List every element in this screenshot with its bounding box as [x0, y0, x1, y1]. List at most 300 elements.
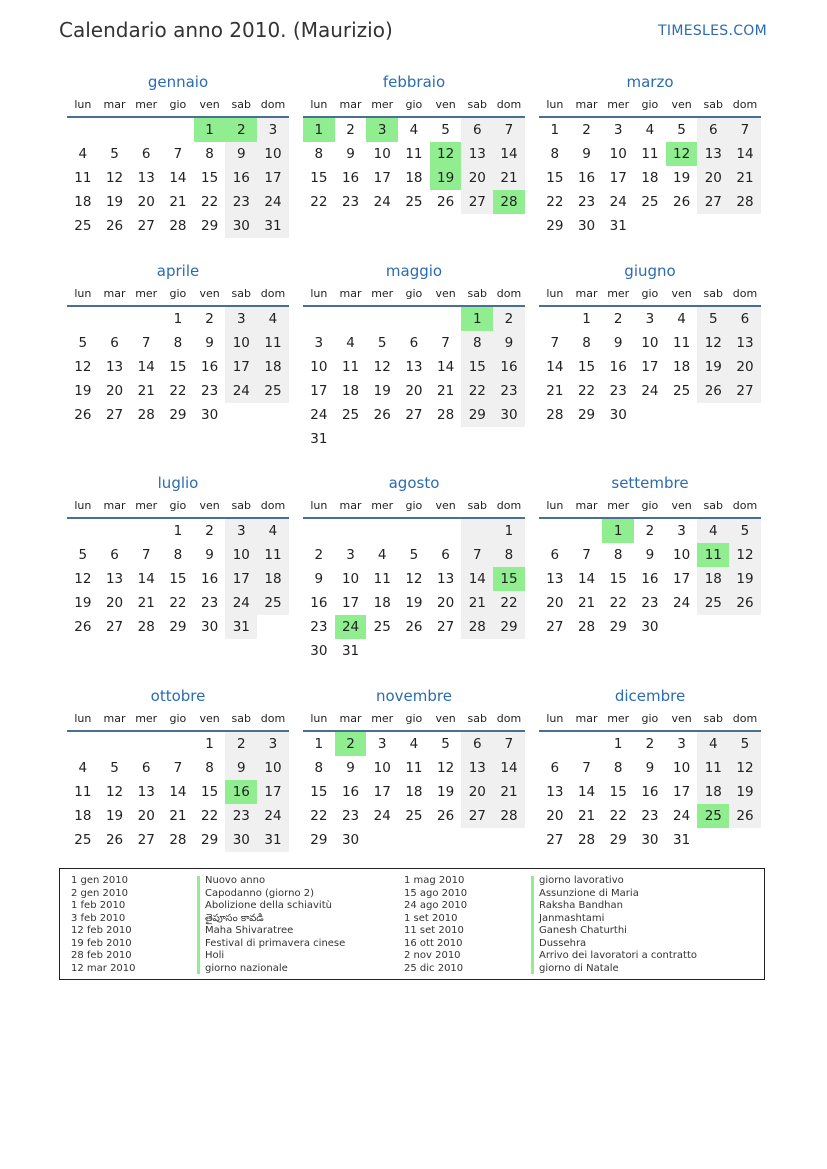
day-cell: 4 — [677, 311, 686, 327]
holiday-day: 11 — [697, 543, 729, 567]
day-cell: 8 — [550, 146, 560, 162]
day-cell: 31 — [257, 214, 289, 238]
empty-cell — [430, 307, 462, 331]
day-cell: 6 — [461, 732, 493, 756]
holiday-day: 16 — [225, 780, 257, 804]
empty-cell — [539, 307, 571, 331]
day-cell: 5 — [110, 146, 119, 162]
day-cell: 5 — [78, 335, 88, 351]
weekday-label: sab — [231, 287, 252, 300]
day-cell: 23 — [341, 808, 360, 824]
holiday-date: 1 feb 2010 — [71, 900, 126, 911]
day-cell: 17 — [225, 355, 257, 379]
holiday-date: 12 mar 2010 — [71, 962, 136, 974]
weekday-label: mer — [607, 287, 630, 300]
day-cell: 12 — [437, 760, 455, 776]
day-cell: 13 — [546, 784, 564, 800]
day-cell: 3 — [257, 732, 289, 756]
holiday-name: Dussehra — [539, 937, 587, 949]
weekday-label: gio — [169, 98, 187, 111]
day-cell: 10 — [225, 543, 257, 567]
day-cell: 15 — [310, 170, 328, 186]
day-cell: 29 — [169, 407, 187, 423]
month-ottobre — [67, 684, 289, 852]
weekday-label: mer — [135, 98, 158, 111]
day-cell: 9 — [645, 760, 655, 776]
weekday-label: lun — [546, 499, 564, 512]
weekday-label: sab — [231, 712, 252, 725]
day-grid — [539, 519, 761, 639]
month-aprile — [67, 259, 289, 427]
day-cell: 29 — [201, 218, 219, 234]
day-cell: 6 — [461, 118, 493, 142]
day-cell: 25 — [341, 407, 360, 423]
day-cell: 17 — [673, 571, 691, 587]
day-cell: 28 — [137, 407, 155, 423]
day-cell: 9 — [582, 146, 591, 162]
day-cell: 14 — [493, 756, 525, 780]
day-cell: 12 — [74, 571, 92, 587]
day-cell: 4 — [377, 547, 387, 563]
empty-cell — [398, 519, 430, 543]
empty-cell — [67, 118, 99, 142]
weekday-label: ven — [435, 98, 456, 111]
day-cell: 4 — [697, 519, 729, 543]
day-cell: 19 — [373, 383, 391, 399]
day-cell: 7 — [173, 760, 183, 776]
day-cell: 11 — [641, 146, 659, 162]
day-cell: 13 — [437, 571, 455, 587]
weekday-label: mar — [103, 98, 126, 111]
day-grid — [303, 732, 525, 852]
day-cell: 1 — [613, 736, 623, 752]
day-cell: 22 — [609, 595, 627, 611]
weekday-header — [303, 283, 525, 307]
holiday-day: 2 — [225, 118, 257, 142]
day-cell: 22 — [310, 808, 328, 824]
holiday-names-left — [205, 875, 345, 975]
holiday-name: Arrivo dei lavoratori a contratto — [539, 950, 698, 961]
day-cell: 22 — [461, 379, 493, 403]
day-cell: 15 — [201, 784, 219, 800]
day-cell: 22 — [201, 808, 219, 824]
weekday-label: ven — [435, 287, 456, 300]
day-cell: 23 — [341, 194, 360, 210]
holiday-day: 19 — [430, 166, 462, 190]
empty-cell — [571, 732, 603, 756]
day-cell: 5 — [377, 335, 387, 351]
day-cell: 21 — [577, 808, 596, 824]
day-cell: 2 — [582, 122, 591, 138]
day-cell: 6 — [409, 335, 419, 351]
day-cell: 14 — [137, 359, 155, 375]
day-cell: 12 — [105, 170, 124, 186]
day-cell: 30 — [341, 832, 360, 848]
day-cell: 29 — [310, 832, 328, 848]
weekday-label: gio — [641, 98, 659, 111]
empty-cell — [162, 732, 194, 756]
day-cell: 13 — [729, 331, 761, 355]
day-cell: 18 — [74, 194, 92, 210]
month-name: marzo — [626, 73, 674, 91]
weekday-label: lun — [546, 712, 564, 725]
weekday-label: mer — [371, 499, 394, 512]
day-cell: 27 — [697, 190, 729, 214]
day-cell: 24 — [225, 591, 257, 615]
month-name: maggio — [385, 262, 443, 280]
day-cell: 27 — [546, 832, 564, 848]
day-cell: 21 — [169, 808, 187, 824]
weekday-header — [303, 708, 525, 732]
empty-cell — [430, 519, 462, 543]
day-cell: 27 — [105, 407, 124, 423]
day-cell: 29 — [493, 615, 525, 639]
weekday-label: ven — [671, 712, 692, 725]
day-cell: 7 — [441, 335, 450, 351]
day-cell: 2 — [205, 311, 214, 327]
day-cell: 4 — [697, 732, 729, 756]
weekday-label: dom — [496, 712, 522, 725]
weekday-label: sab — [703, 499, 724, 512]
day-grid — [539, 118, 761, 238]
day-cell: 27 — [137, 832, 155, 848]
day-cell: 26 — [729, 591, 761, 615]
weekday-label: gio — [641, 287, 659, 300]
empty-cell — [130, 732, 162, 756]
day-cell: 8 — [314, 146, 324, 162]
day-cell: 11 — [257, 543, 289, 567]
day-cell: 24 — [257, 804, 289, 828]
empty-cell — [162, 118, 194, 142]
weekday-label: sab — [703, 98, 724, 111]
day-cell: 20 — [137, 194, 155, 210]
day-cell: 19 — [437, 784, 455, 800]
day-cell: 20 — [137, 808, 155, 824]
day-cell: 14 — [577, 784, 596, 800]
weekday-label: lun — [310, 712, 328, 725]
weekday-label: lun — [310, 499, 328, 512]
day-cell: 3 — [314, 335, 324, 351]
day-cell: 6 — [550, 760, 560, 776]
day-cell: 10 — [341, 571, 360, 587]
day-cell: 24 — [673, 595, 691, 611]
empty-cell — [303, 519, 335, 543]
day-cell: 7 — [582, 760, 591, 776]
day-cell: 30 — [201, 407, 219, 423]
weekday-label: mar — [575, 499, 598, 512]
holiday-date: 24 ago 2010 — [404, 900, 468, 911]
day-cell: 16 — [641, 571, 659, 587]
site-logo[interactable]: TIMESLES.COM — [658, 23, 767, 39]
day-cell: 18 — [341, 383, 360, 399]
day-cell: 26 — [74, 407, 92, 423]
day-cell: 10 — [257, 142, 289, 166]
holiday-name: giorno lavorativo — [539, 875, 624, 886]
day-cell: 26 — [697, 379, 729, 403]
weekday-label: ven — [671, 98, 692, 111]
empty-cell — [130, 519, 162, 543]
day-cell: 10 — [673, 547, 691, 563]
weekday-label: dom — [260, 499, 286, 512]
month-marzo — [539, 70, 761, 238]
month-novembre — [303, 684, 525, 852]
day-cell: 5 — [441, 736, 450, 752]
day-cell: 31 — [310, 431, 328, 447]
day-cell: 17 — [257, 166, 289, 190]
day-cell: 12 — [729, 543, 761, 567]
day-cell: 17 — [673, 784, 691, 800]
day-cell: 9 — [645, 547, 655, 563]
day-cell: 27 — [405, 407, 423, 423]
empty-cell — [99, 307, 131, 331]
weekday-label: lun — [546, 98, 564, 111]
day-cell: 21 — [137, 383, 155, 399]
day-cell: 26 — [74, 619, 92, 635]
day-cell: 21 — [137, 595, 155, 611]
day-cell: 11 — [341, 359, 360, 375]
day-cell: 25 — [257, 591, 289, 615]
weekday-label: lun — [546, 287, 564, 300]
day-cell: 28 — [169, 218, 187, 234]
weekday-label: lun — [310, 287, 328, 300]
day-grid — [67, 307, 289, 427]
day-cell: 14 — [137, 571, 155, 587]
day-cell: 23 — [493, 379, 525, 403]
day-cell: 15 — [546, 170, 564, 186]
day-cell: 17 — [225, 567, 257, 591]
day-cell: 10 — [373, 146, 391, 162]
weekday-label: gio — [405, 712, 423, 725]
day-cell: 11 — [405, 760, 423, 776]
day-cell: 24 — [310, 407, 328, 423]
day-cell: 10 — [641, 335, 659, 351]
weekday-label: dom — [260, 287, 286, 300]
day-cell: 23 — [609, 383, 627, 399]
day-cell: 5 — [441, 122, 450, 138]
weekday-label: ven — [435, 499, 456, 512]
day-cell: 13 — [697, 142, 729, 166]
day-cell: 4 — [257, 519, 289, 543]
day-cell: 30 — [493, 403, 525, 427]
empty-cell — [99, 519, 131, 543]
day-cell: 8 — [613, 547, 623, 563]
day-cell: 11 — [373, 571, 391, 587]
day-cell: 31 — [673, 832, 691, 848]
month-agosto — [303, 471, 525, 663]
day-cell: 28 — [137, 619, 155, 635]
day-cell: 29 — [169, 619, 187, 635]
holiday-name: Assunzione di Maria — [539, 887, 639, 899]
day-cell: 19 — [105, 808, 124, 824]
day-cell: 24 — [373, 194, 391, 210]
holiday-dates-right — [404, 875, 467, 975]
day-cell: 18 — [673, 359, 691, 375]
empty-cell — [130, 307, 162, 331]
weekday-header — [303, 94, 525, 118]
weekday-label: dom — [260, 98, 286, 111]
day-cell: 20 — [546, 808, 564, 824]
weekday-label: mer — [371, 98, 394, 111]
weekday-label: gio — [405, 287, 423, 300]
day-cell: 5 — [677, 122, 686, 138]
weekday-label: mar — [575, 712, 598, 725]
weekday-header — [539, 94, 761, 118]
day-cell: 9 — [346, 146, 355, 162]
day-cell: 11 — [74, 784, 92, 800]
month-dicembre — [539, 684, 761, 852]
weekday-header — [67, 283, 289, 307]
weekday-label: ven — [199, 712, 220, 725]
day-cell: 13 — [137, 784, 155, 800]
weekday-label: mar — [339, 287, 362, 300]
empty-cell — [67, 519, 99, 543]
weekday-label: gio — [405, 98, 423, 111]
day-cell: 14 — [729, 142, 761, 166]
day-cell: 15 — [609, 571, 627, 587]
holiday-day: 15 — [493, 567, 525, 591]
holiday-name: giorno di Natale — [539, 962, 619, 974]
day-cell: 2 — [205, 523, 214, 539]
weekday-label: ven — [435, 712, 456, 725]
holiday-date: 12 feb 2010 — [71, 925, 132, 936]
day-cell: 8 — [613, 760, 623, 776]
weekday-label: dom — [732, 98, 758, 111]
day-cell: 2 — [645, 736, 655, 752]
day-cell: 16 — [310, 595, 328, 611]
day-cell: 12 — [697, 331, 729, 355]
empty-cell — [366, 519, 398, 543]
day-cell: 22 — [169, 595, 187, 611]
month-name: settembre — [611, 474, 689, 492]
month-settembre — [539, 471, 761, 639]
month-name: aprile — [156, 262, 200, 280]
holiday-marker-right — [531, 876, 534, 974]
day-cell: 24 — [257, 190, 289, 214]
holiday-date: 1 gen 2010 — [71, 875, 129, 886]
day-cell: 25 — [74, 832, 92, 848]
day-grid — [67, 118, 289, 238]
day-cell: 17 — [373, 784, 391, 800]
empty-cell — [366, 307, 398, 331]
day-cell: 18 — [697, 567, 729, 591]
day-cell: 8 — [173, 335, 183, 351]
day-cell: 15 — [577, 359, 596, 375]
holiday-day: 3 — [366, 118, 398, 142]
day-cell: 28 — [729, 190, 761, 214]
weekday-label: mar — [339, 98, 362, 111]
weekday-header — [539, 283, 761, 307]
day-cell: 21 — [169, 194, 187, 210]
day-cell: 4 — [645, 122, 655, 138]
day-cell: 16 — [201, 571, 219, 587]
weekday-label: mar — [575, 287, 598, 300]
day-cell: 23 — [641, 808, 659, 824]
empty-cell — [99, 732, 131, 756]
holiday-date: 16 ott 2010 — [404, 937, 463, 949]
day-cell: 30 — [577, 218, 596, 234]
day-cell: 26 — [673, 194, 691, 210]
day-cell: 18 — [405, 170, 423, 186]
weekday-label: mar — [103, 712, 126, 725]
empty-cell — [67, 307, 99, 331]
day-cell: 13 — [546, 571, 564, 587]
day-cell: 11 — [697, 756, 729, 780]
day-cell: 10 — [673, 760, 691, 776]
day-cell: 20 — [105, 595, 124, 611]
weekday-header — [539, 495, 761, 519]
day-cell: 28 — [577, 619, 596, 635]
day-cell: 1 — [550, 122, 560, 138]
holiday-marker-left — [197, 876, 200, 974]
day-cell: 1 — [582, 311, 591, 327]
day-cell: 23 — [225, 190, 257, 214]
holiday-day: 25 — [697, 804, 729, 828]
day-cell: 10 — [310, 359, 328, 375]
day-cell: 18 — [74, 808, 92, 824]
day-cell: 14 — [169, 784, 187, 800]
day-cell: 22 — [609, 808, 627, 824]
day-cell: 15 — [201, 170, 219, 186]
day-cell: 2 — [346, 122, 355, 138]
day-cell: 27 — [105, 619, 124, 635]
weekday-label: sab — [467, 499, 488, 512]
day-cell: 4 — [78, 760, 88, 776]
day-cell: 17 — [310, 383, 328, 399]
day-cell: 21 — [493, 780, 525, 804]
holiday-date: 25 dic 2010 — [404, 962, 464, 974]
day-cell: 26 — [437, 194, 455, 210]
day-cell: 6 — [110, 335, 119, 351]
month-name: novembre — [376, 687, 452, 705]
weekday-label: dom — [732, 287, 758, 300]
day-cell: 16 — [493, 355, 525, 379]
weekday-label: mer — [607, 499, 630, 512]
weekday-header — [67, 708, 289, 732]
day-cell: 7 — [141, 547, 151, 563]
day-cell: 31 — [257, 828, 289, 852]
day-cell: 19 — [74, 595, 92, 611]
holiday-list — [59, 868, 765, 980]
day-cell: 8 — [582, 335, 591, 351]
day-cell: 16 — [341, 784, 360, 800]
weekday-label: sab — [703, 287, 724, 300]
holiday-date: 3 feb 2010 — [71, 912, 126, 924]
day-cell: 3 — [645, 311, 655, 327]
day-cell: 3 — [613, 122, 623, 138]
day-cell: 9 — [346, 760, 355, 776]
day-cell: 24 — [673, 808, 691, 824]
weekday-label: dom — [260, 712, 286, 725]
day-cell: 17 — [257, 780, 289, 804]
day-cell: 23 — [201, 595, 219, 611]
day-cell: 4 — [409, 736, 419, 752]
month-luglio — [67, 471, 289, 639]
weekday-label: sab — [231, 499, 252, 512]
day-cell: 1 — [173, 523, 183, 539]
month-febbraio — [303, 70, 525, 214]
day-cell: 19 — [105, 194, 124, 210]
day-cell: 5 — [729, 732, 761, 756]
day-cell: 2 — [225, 732, 257, 756]
month-giugno — [539, 259, 761, 427]
day-cell: 15 — [310, 784, 328, 800]
day-cell: 22 — [201, 194, 219, 210]
day-cell: 8 — [461, 331, 493, 355]
weekday-label: mer — [135, 287, 158, 300]
weekday-label: lun — [74, 712, 92, 725]
day-cell: 2 — [645, 523, 655, 539]
holiday-date: 2 nov 2010 — [404, 950, 461, 961]
